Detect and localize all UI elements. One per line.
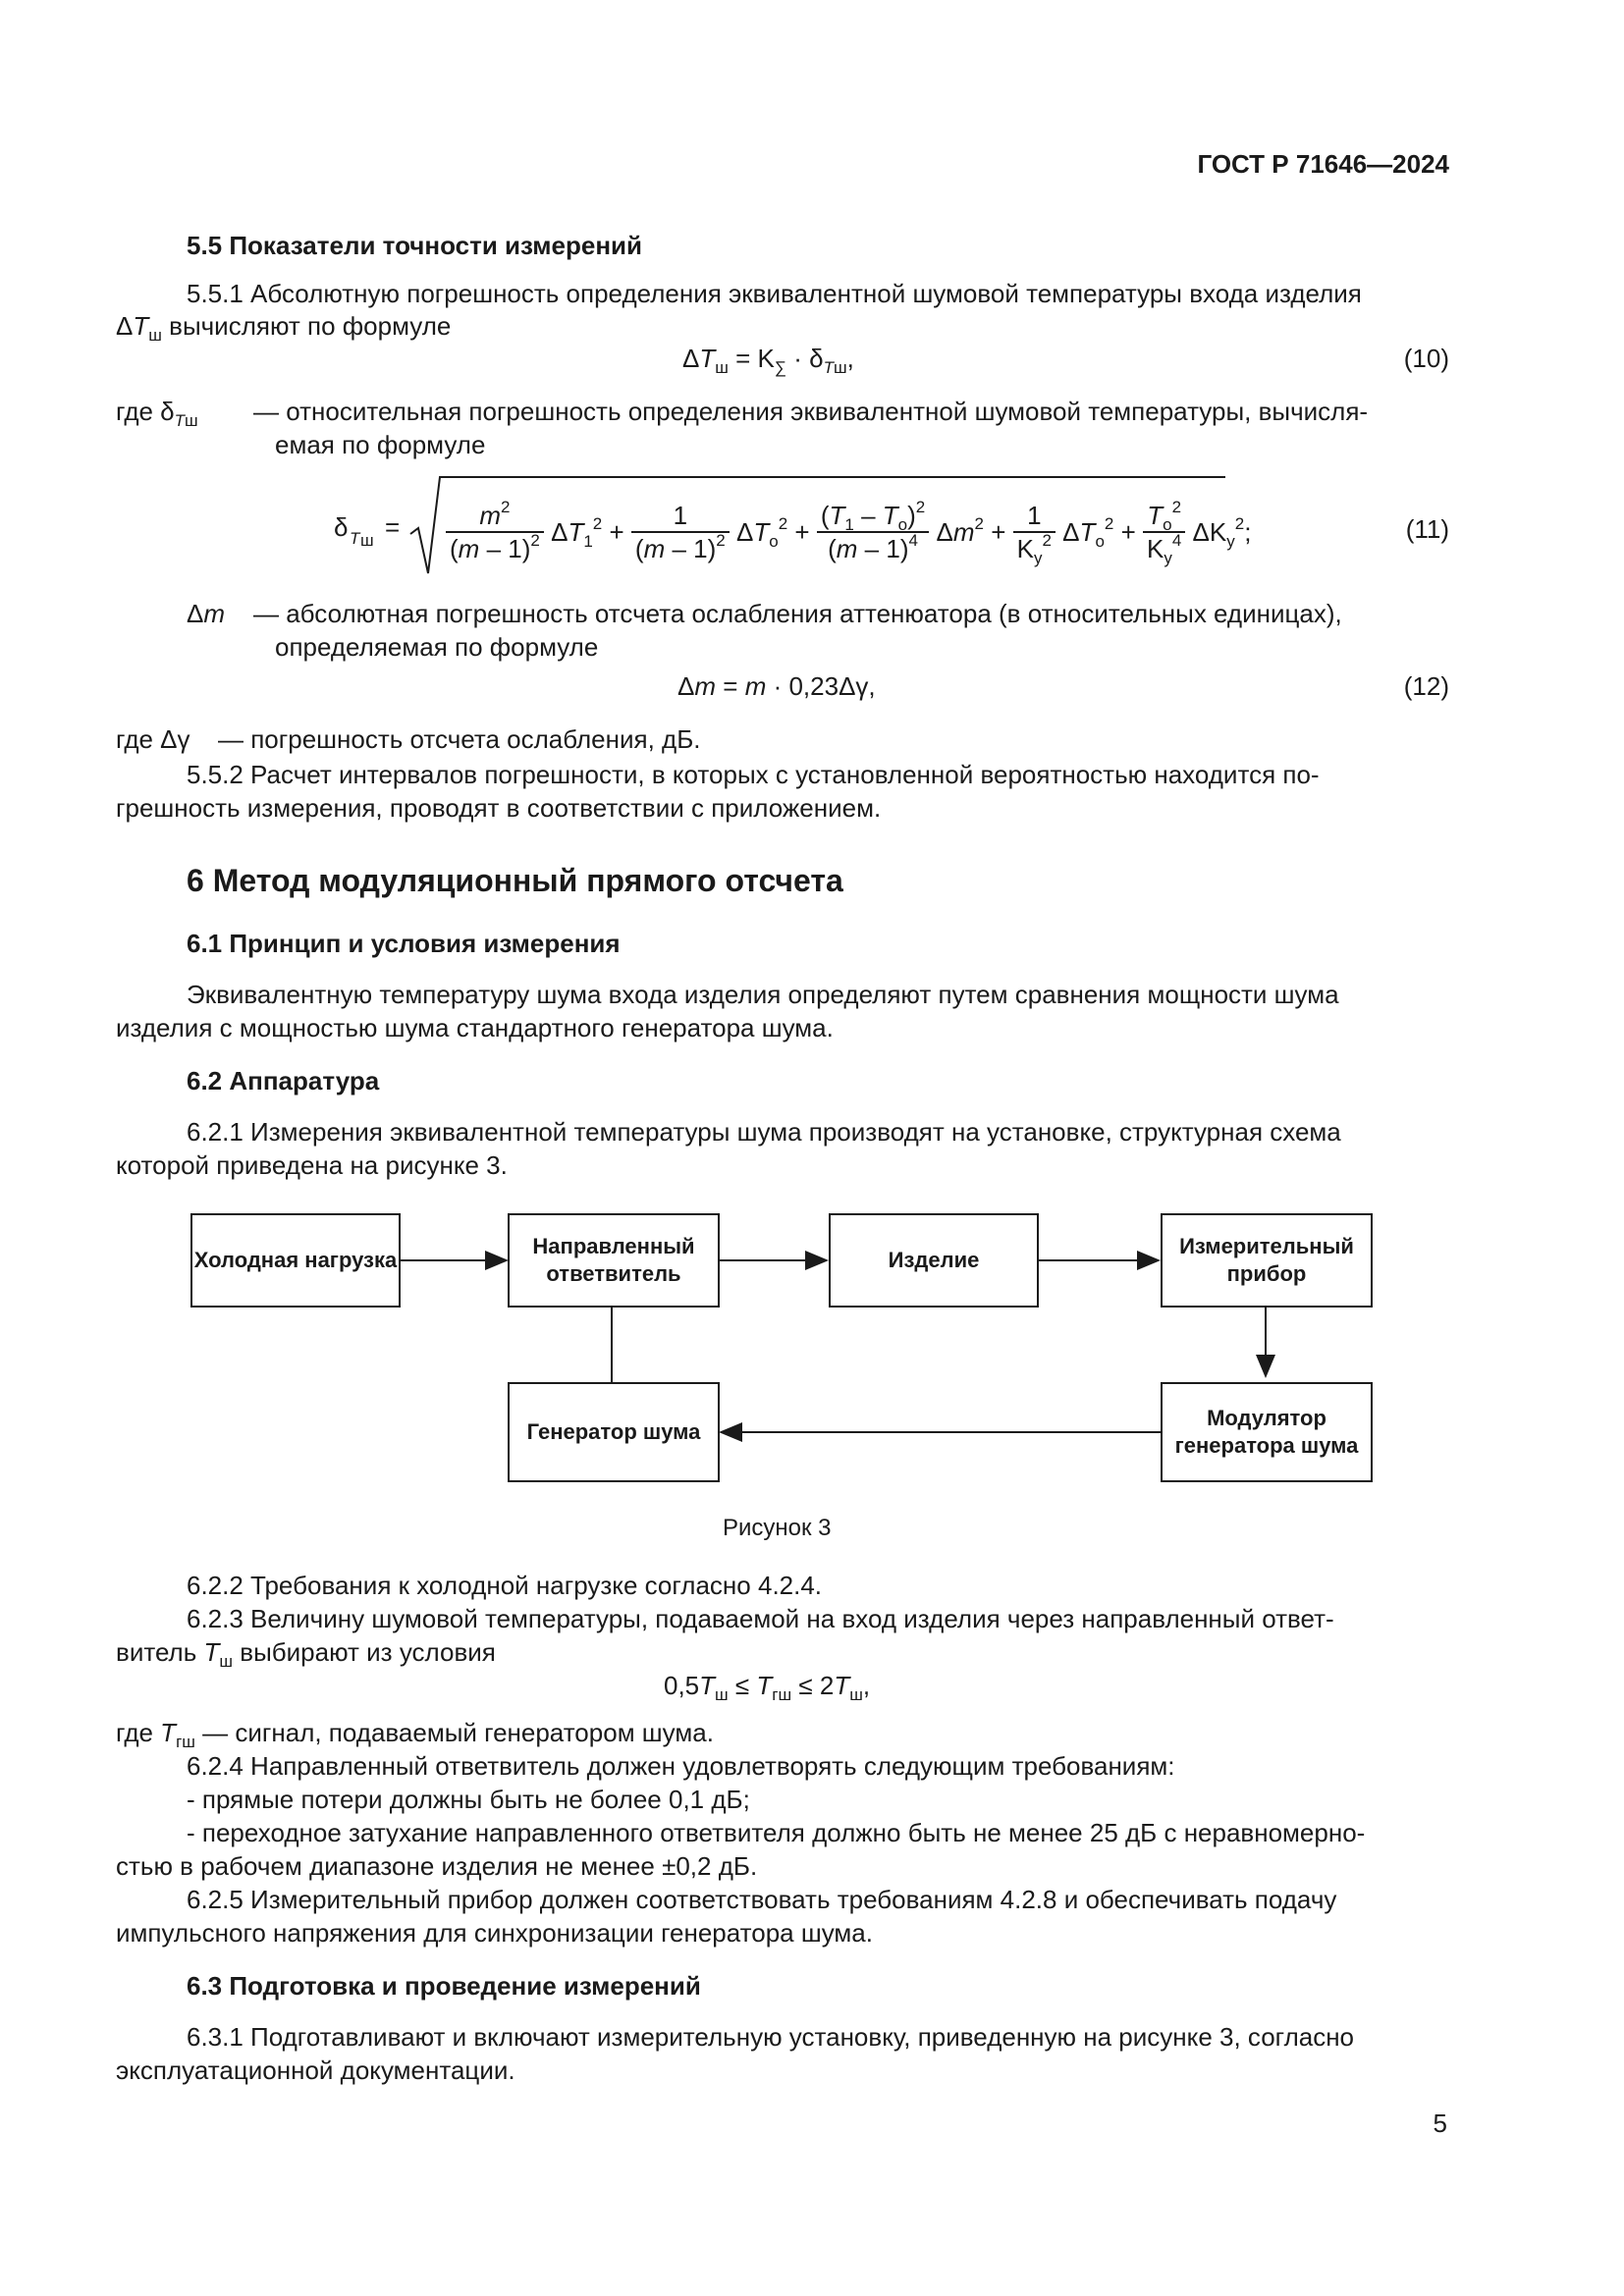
- dm-def-line2: определяемая по формуле: [275, 632, 599, 662]
- equation-10: $\Delta T_ш = K_\sum \cdot \delta_{Tш}$,: [682, 344, 854, 377]
- svg-text:T: T: [350, 529, 360, 548]
- block-meter: Измерительный прибор: [1161, 1213, 1373, 1308]
- para-6-2-3-line2: витель $T_ш$ выбирают из условия: [116, 1637, 496, 1671]
- para-6-3-1-line1: 6.3.1 Подготавливают и включают измерительную установку, приведенную на рисунке 3, согласно: [187, 2022, 1355, 2052]
- where-word: где: [116, 397, 153, 426]
- para-6-2-5-line1: 6.2.5 Измерительный прибор должен соответствовать требованиям 4.2.8 и обеспечивать подачу: [187, 1885, 1337, 1914]
- para-6-3-1-line2: эксплуатационной документации.: [116, 2056, 515, 2085]
- para-6-1-line2: изделия с мощностью шума стандартного генератора шума.: [116, 1013, 834, 1042]
- equation-12: Δm = m · 0,23Δγ,: [677, 671, 876, 701]
- dm-symbol: Δm: [187, 599, 226, 628]
- symbol-delta-tsh: $\Delta T_ш$: [116, 311, 162, 345]
- dgamma-symbol: где Δγ: [116, 724, 190, 754]
- section-6-3-title: 6.3 Подготовка и проведение измерений: [187, 1971, 701, 2001]
- para-6-2-3-suffix: выбирают из условия: [240, 1637, 496, 1667]
- term1-fraction: $\frac{m^2}{(m - 1)^2}$: [446, 500, 544, 564]
- block-cold-load: Холодная нагрузка: [190, 1213, 401, 1308]
- where-delta-symbol: где $\delta_{Tш}$: [116, 397, 198, 430]
- section-6-2-title: 6.2 Аппаратура: [187, 1066, 380, 1095]
- para-6-1-line1: Эквивалентную температуру шума входа изделия определяют путем сравнения мощности шума: [187, 980, 1339, 1009]
- where-tgsh: где $T_{гш}$ — сигнал, подаваемый генератором шума.: [116, 1718, 714, 1751]
- para-5-5-2-line1: 5.5.2 Расчет интервалов погрешности, в которых с установленной вероятностью находится по-: [187, 760, 1320, 789]
- para-5-5-2-line2: грешность измерения, проводят в соответствии с приложением.: [116, 793, 882, 823]
- equation-10-number: (10): [1403, 344, 1449, 373]
- where-delta-text-line2: емая по формуле: [275, 430, 486, 459]
- bullet-1: - прямые потери должны быть не более 0,1 дБ;: [187, 1785, 750, 1814]
- para-6-2-3-prefix: витель: [116, 1637, 197, 1667]
- bullet-2-line2: стью в рабочем диапазоне изделия не менее ±0,2 дБ.: [116, 1851, 758, 1881]
- para-5-5-1-line1: 5.5.1 Абсолютную погрешность определения эквивалентной шумовой температуры входа изделия: [187, 279, 1362, 308]
- term5-fraction: $\frac{T_о^2}{K_y^4}$: [1143, 500, 1185, 564]
- figure-3-caption: Рисунок 3: [723, 1515, 832, 1541]
- block-noise-generator: Генератор шума: [508, 1382, 720, 1482]
- para-6-2-1-line2: которой приведена на рисунке 3.: [116, 1150, 508, 1180]
- para-6-2-1-line1: 6.2.1 Измерения эквивалентной температуры шума производят на установке, структурная схема: [187, 1117, 1341, 1147]
- block-directional-coupler: Направленный ответвитель: [508, 1213, 720, 1308]
- para-6-2-4: 6.2.4 Направленный ответвитель должен удовлетворять следующим требованиям:: [187, 1751, 1175, 1781]
- block-device: Изделие: [829, 1213, 1039, 1308]
- dgamma-def: — погрешность отсчета ослабления, дБ.: [218, 724, 701, 754]
- section-5-5-title: 5.5 Показатели точности измерений: [187, 231, 643, 260]
- term3-fraction: $\frac{(T_1 - T_о)^2}{(m - 1)^4}$: [817, 500, 929, 564]
- svg-text:=: =: [385, 512, 401, 542]
- para-6-2-2: 6.2.2 Требования к холодной нагрузке согласно 4.2.4.: [187, 1571, 823, 1600]
- condition-formula: $0,5T_ш \le T_{гш} \le 2T_ш$,: [664, 1671, 871, 1704]
- para-5-5-1-line2-text: вычисляют по формуле: [169, 311, 452, 341]
- svg-text:ш: ш: [360, 531, 374, 550]
- dm-def-line1: — абсолютная погрешность отсчета ослабления аттенюатора (в относительных единицах),: [253, 599, 1342, 628]
- bullet-2-line1: - переходное затухание направленного ответвителя должно быть не менее 25 дБ с неравномерно-: [187, 1818, 1366, 1847]
- document-code: ГОСТ Р 71646—2024: [1197, 149, 1449, 179]
- equation-11-body: $\frac{m^2}{(m - 1)^2}$ $\Delta T_1^2$ + $\frac{1}{(m - 1)^2}$ $\Delta T_о^2$ + $\frac{(T_1 - T_о)^2}{(m - 1)^4}$ $\Delta m^2$ + $\frac{1}{K_y^2}$ $\Delta T_о^2$ + $\frac{T_о^2}{K_y^4}$ $\Delta K_y^2$;: [446, 485, 1251, 579]
- block-modulator: Модулятор генератора шума: [1161, 1382, 1373, 1482]
- section-6-title: 6 Метод модуляционный прямого отсчета: [187, 863, 843, 898]
- para-6-2-5-line2: импульсного напряжения для синхронизации генератора шума.: [116, 1918, 873, 1948]
- page-number: 5: [1433, 2109, 1447, 2138]
- para-6-2-3-line1: 6.2.3 Величину шумовой температуры, подаваемой на вход изделия через направленный ответ-: [187, 1604, 1334, 1633]
- svg-text:δ: δ: [334, 512, 349, 542]
- equation-12-number: (12): [1403, 671, 1449, 701]
- equation-11-number: (11): [1405, 514, 1449, 544]
- where-delta-text-line1: — относительная погрешность определения эквивалентной шумовой температуры, вычисля-: [253, 397, 1369, 426]
- term2-fraction: $\frac{1}{(m - 1)^2}$: [631, 500, 730, 564]
- term4-fraction: $\frac{1}{K_y^2}$: [1013, 500, 1056, 564]
- where-tgsh-text: — сигнал, подаваемый генератором шума.: [202, 1718, 714, 1747]
- section-6-1-title: 6.1 Принцип и условия измерения: [187, 929, 621, 958]
